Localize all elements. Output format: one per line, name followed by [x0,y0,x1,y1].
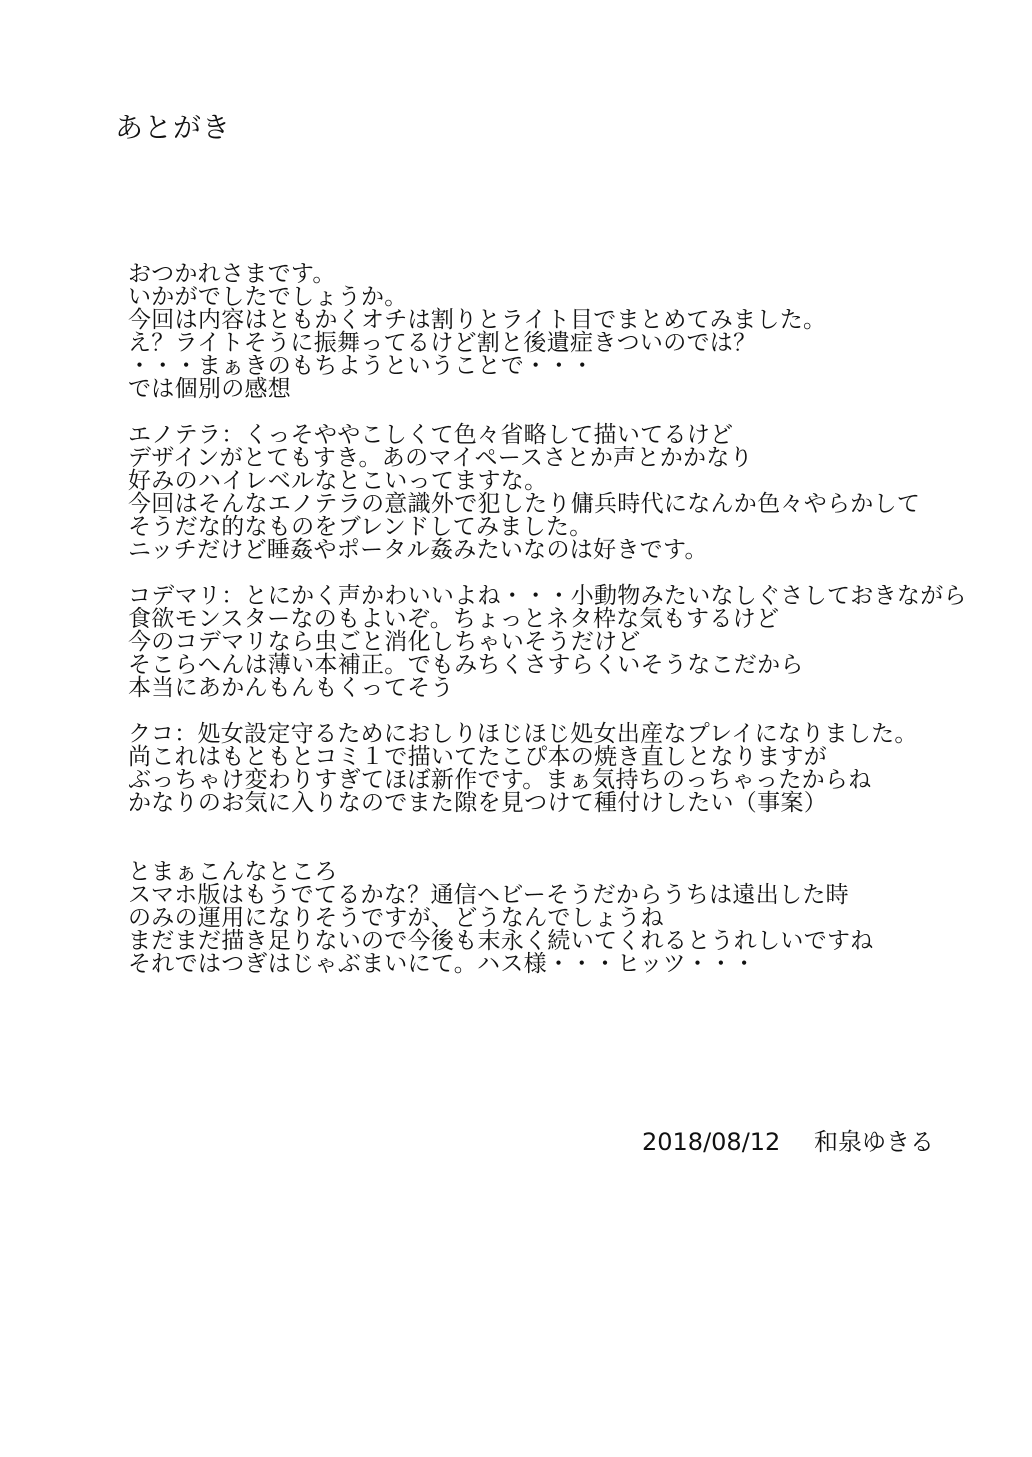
text-line: 今回は内容はともかくオチは割りとライト目でまとめてみました。 [128,307,827,333]
text-line: そこらへんは薄い本補正。でもみちくさすらくいそうなこだから [128,652,804,678]
text-line: のみの運用になりそうですが、どうなんでしょうね [128,905,664,931]
text-line: コデマリ：とにかく声かわいいよね・・・小動物みたいなしぐさしておきながら [128,583,967,609]
text-line: それではつぎはじゃぶまいにて。ハス様・・・ヒッツ・・・ [128,951,756,977]
text-line: 好みのハイレベルなとこいってますな。 [128,468,548,494]
paragraph-spacer [128,700,1008,723]
text-line: とまぁこんなところ [128,859,338,885]
paragraph-spacer [128,815,1008,861]
signature [642,1128,934,1156]
text-line: まだまだ描き足りないので今後も末永く続いてくれるとうれしいですね [128,928,874,954]
paragraph-enotera [128,424,1008,562]
text-line: そうだな的なものをブレンドしてみました。 [128,514,593,540]
paragraph-spacer [128,562,1008,585]
text-line: 今回はそんなエノテラの意識外で犯したり傭兵時代になんか色々やらかして [128,491,921,517]
text-line: 本当にあかんもんもくってそう [128,675,454,701]
paragraph-greeting [128,263,1008,401]
text-line: デザインがとてもすき。あのマイペースさとか声とかかなり [128,445,753,471]
paragraph-spacer [128,401,1008,424]
paragraph-kodemari [128,585,1008,700]
text-line: 今のコデマリなら虫ごと消化しちゃいそうだけど [128,629,641,655]
text-line: ・・・まぁきのもちようということで・・・ [128,353,594,379]
text-line: かなりのお気に入りなのでまた隙を見つけて種付けしたい（事案） [128,790,827,816]
text-line: ぶっちゃけ変わりすぎてほぼ新作です。まぁ気持ちのっちゃったからね [128,767,872,793]
text-line: エノテラ：くっそややこしくて色々省略して描いてるけど [128,422,734,448]
afterword-body [128,263,1008,976]
text-line: クコ：処女設定守るためにおしりほじほじ処女出産なプレイになりました。 [128,721,918,747]
page-title: あとがき [115,111,232,144]
text-line: いかがでしたでしょうか。 [128,284,408,310]
text-line: 尚これはもともとコミ１で描いてたこぴ本の焼き直しとなりますが [128,744,827,770]
signature-date: 2018/08/12 [642,1128,781,1156]
text-line: 食欲モンスターなのもよいぞ。ちょっとネタ枠な気もするけど [128,606,780,632]
text-line: スマホ版はもうでてるかな？通信ヘビーそうだからうちは遠出した時 [128,882,849,908]
text-line: ニッチだけど睡姦やポータル姦みたいなのは好きです。 [128,537,708,563]
text-line: では個別の感想 [128,376,292,402]
text-line: え？ライトそうに振舞ってるけど割と後遺症きついのでは？ [128,330,757,356]
text-line: おつかれさまです。 [128,261,336,287]
paragraph-closing [128,861,1008,976]
paragraph-kuko [128,723,1008,815]
signature-author: 和泉ゆきる [813,1128,934,1156]
